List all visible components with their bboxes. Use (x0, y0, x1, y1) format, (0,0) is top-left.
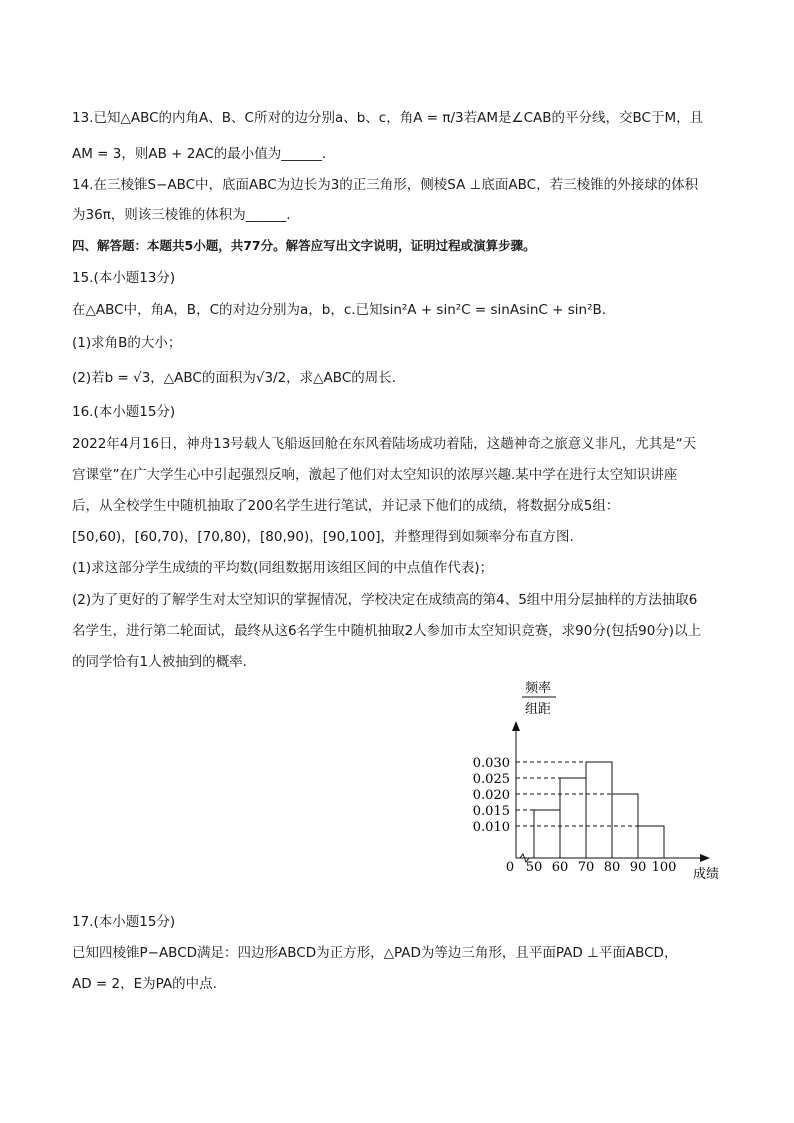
y-axis-label-bottom: 组距 (524, 702, 552, 717)
y-tick-label: 0.010 (472, 820, 510, 835)
y-tick-label: 0.020 (472, 788, 510, 803)
q17-stem-1: 已知四棱锥P−ABCD满足：四边形ABCD为正方形，△PAD为等边三角形，且平面PAD ⊥平面ABCD， (72, 945, 678, 961)
x-axis-arrow (700, 854, 710, 862)
q14-line-2: 为36π，则该三棱锥的体积为______. (72, 207, 291, 223)
y-tick-label: 0.015 (472, 804, 510, 819)
x-tick-label: 90 (629, 860, 647, 875)
q16-part-2-line-1: (2)为了更好的了解学生对太空知识的掌握情况，学校决定在成绩高的第4、5组中用分层抽样的方法抽取6 (72, 592, 698, 608)
q16-stem-2: 宫课堂”在广大学生心中引起强烈反响，激起了他们对太空知识的浓厚兴趣.某中学在进行太空知识讲座 (72, 467, 678, 483)
histogram-bar (560, 778, 586, 858)
x-tick-label: 80 (603, 860, 621, 875)
histogram-bar (638, 826, 664, 858)
q16-part-1: (1)求这部分学生成绩的平均数(同组数据用该组区间的中点值作代表)； (72, 560, 494, 576)
x-axis-break (520, 854, 529, 862)
histogram-bar (586, 762, 612, 858)
x-tick-label: 60 (551, 860, 569, 875)
y-tick-label: 0.025 (472, 772, 510, 787)
section-heading: 四、解答题：本题共5小题，共77分。解答应写出文字说明，证明过程或演算步骤。 (72, 238, 536, 253)
histogram-bar (612, 794, 638, 858)
y-axis-arrow (512, 721, 520, 731)
q16-stem-3: 后，从全校学生中随机抽取了200名学生进行笔试，并记录下他们的成绩，将数据分成5组： (72, 498, 620, 514)
x-tick-label: 70 (577, 860, 595, 875)
y-axis-label-top: 频率 (524, 681, 552, 696)
q16-stem-1: 2022年4月16日，神舟13号载人飞船返回舱在东风着陆场成功着陆，这趟神奇之旅意义非凡，尤其是“天 (72, 436, 697, 452)
q16-part-2-line-2: 名学生，进行第二轮面试，最终从这6名学生中随机抽取2人参加市太空知识竞赛，求90分(包括90分)以上 (72, 623, 702, 639)
q13-line-2: AM = 3，则AB + 2AC的最小值为______. (72, 146, 327, 162)
x-tick-label: 100 (651, 860, 677, 875)
q15-stem: 在△ABC中，角A，B，C的对边分别为a，b，c.已知sin²A + sin²C = sinAsinC + sin²B. (72, 302, 607, 318)
q16-part-2-line-3: 的同学恰有1人被抽到的概率. (72, 654, 247, 670)
q15-part-1: (1)求角B的大小； (72, 335, 182, 351)
q15-part-2: (2)若b = √3，△ABC的面积为√3/2，求△ABC的周长. (72, 370, 397, 386)
q15-header: 15.(本小题13分) (72, 270, 176, 286)
origin-label: 0 (505, 860, 515, 875)
y-tick-label: 0.030 (472, 756, 510, 771)
q14-line-1: 14.在三棱锥S−ABC中，底面ABC为边长为3的正三角形，侧棱SA ⊥底面ABC，若三棱锥的外接球的体积 (72, 177, 699, 193)
q17-stem-2: AD = 2，E为PA的中点. (72, 976, 217, 992)
x-axis-label: 成绩 (692, 867, 720, 882)
q17-header: 17.(本小题15分) (72, 914, 176, 930)
q16-stem-4: [50,60)，[60,70)，[70,80)，[80,90)，[90,100]，并整理得到如频率分布直方图. (72, 529, 574, 545)
x-tick-label: 50 (525, 860, 543, 875)
q13-line-1: 13.已知△ABC的内角A、B、C所对的边分别a、b、c，角A = π/3若AM是∠CAB的平分线，交BC于M，且 (72, 110, 704, 126)
q16-header: 16.(本小题15分) (72, 404, 176, 420)
histogram-bar (534, 810, 560, 858)
